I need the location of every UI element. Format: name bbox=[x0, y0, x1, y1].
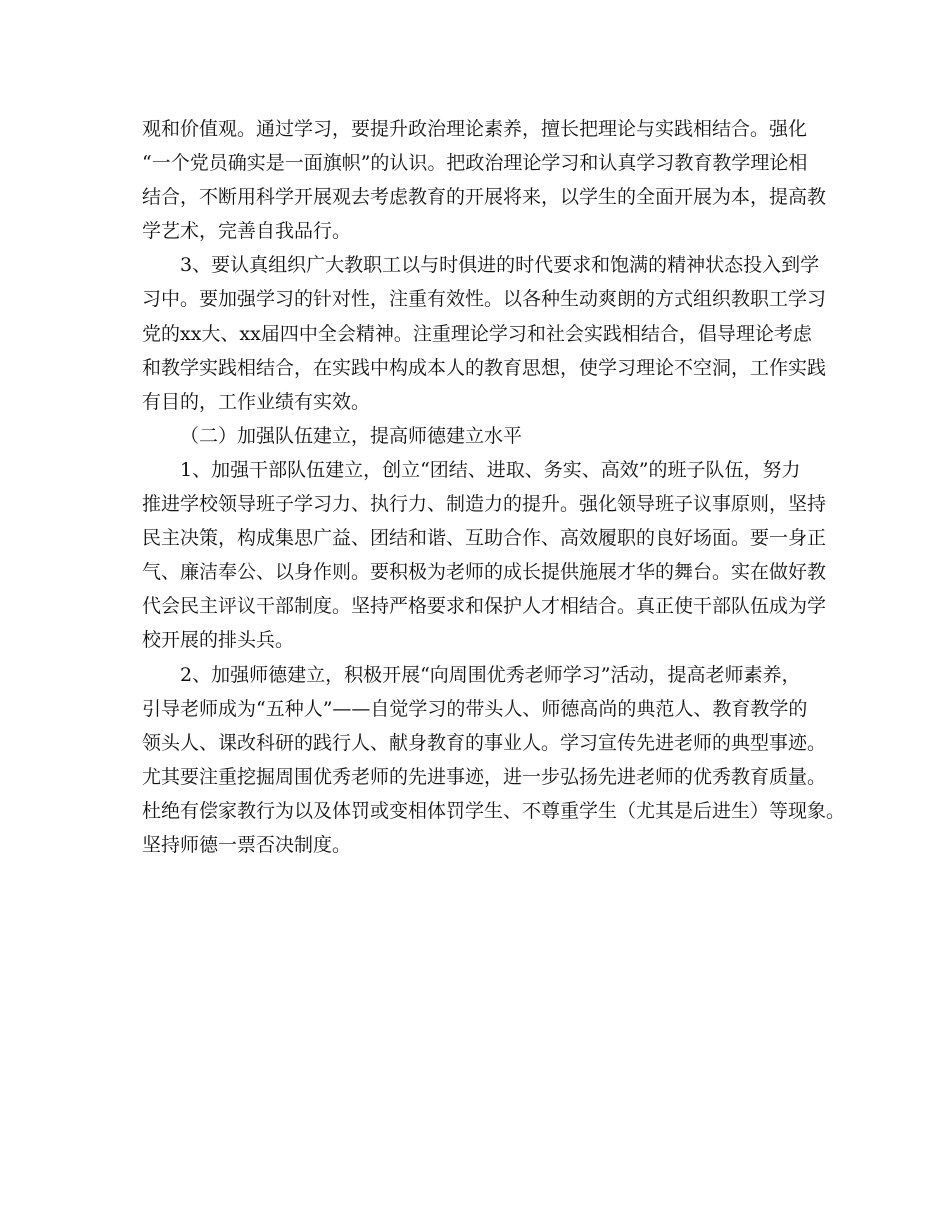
text-line: 代会民主评议干部制度。坚持严格要求和保护人才相结合。真正使干部队伍成为学 bbox=[142, 595, 827, 618]
text-line: 杜绝有偿家教行为以及体罚或变相体罚学生、不尊重学生（尤其是后进生）等现象。 bbox=[142, 799, 846, 822]
paragraph-start-line: 3、要认真组织广大教职工以与时俱进的时代要求和饱满的精神状态投入到学 bbox=[180, 254, 820, 277]
text-line: 推进学校领导班子学习力、执行力、制造力的提升。强化领导班子议事原则，坚持 bbox=[142, 493, 827, 516]
text-line: 民主决策，构成集思广益、团结和谐、互助合作、高效履职的良好场面。要一身正 bbox=[142, 527, 827, 550]
document-body bbox=[142, 112, 846, 862]
paragraph-start-line: 1、加强干部队伍建立，创立“团结、进取、务实、高效”的班子队伍，努力 bbox=[180, 458, 801, 481]
text-line: 尤其要注重挖掘周围优秀老师的先进事迹，进一步弘扬先进老师的优秀教育质量。 bbox=[142, 765, 827, 788]
text-line: 结合，不断用科学开展观去考虑教育的开展将来，以学生的全面开展为本，提高教 bbox=[142, 186, 827, 209]
text-line: 气、廉洁奉公、以身作则。要积极为老师的成长提供施展才华的舞台。实在做好教 bbox=[142, 561, 827, 584]
section-heading: （二）加强队伍建立，提高师德建立水平 bbox=[180, 424, 523, 447]
text-line: 观和价值观。通过学习，要提升政治理论素养，擅长把理论与实践相结合。强化 bbox=[142, 118, 808, 140]
text-line: 有目的，工作业绩有实效。 bbox=[142, 390, 371, 413]
text-line: 引导老师成为“五种人”——自觉学习的带头人、师德高尚的典范人、教育教学的 bbox=[142, 697, 808, 720]
text-line: 习中。要加强学习的针对性，注重有效性。以各种生动爽朗的方式组织教职工学习 bbox=[142, 288, 827, 311]
text-line: “一个党员确实是一面旗帜”的认识。把政治理论学习和认真学习教育教学理论相 bbox=[142, 152, 808, 175]
text-line: 学艺术，完善自我品行。 bbox=[142, 220, 352, 243]
text-line: 领头人、课改科研的践行人、献身教育的事业人。学习宣传先进老师的典型事迹。 bbox=[142, 731, 827, 754]
text-line: 坚持师德一票否决制度。 bbox=[142, 833, 352, 856]
text-line: 党的xx大、xx届四中全会精神。注重理论学习和社会实践相结合，倡导理论考虑 bbox=[142, 322, 812, 345]
text-line: 和教学实践相结合，在实践中构成本人的教育思想，使学习理论不空洞，工作实践 bbox=[142, 356, 827, 379]
text-line: 校开展的排头兵。 bbox=[142, 629, 295, 652]
paragraph-start-line: 2、加强师德建立，积极开展“向周围优秀老师学习”活动，提高老师素养， bbox=[180, 663, 801, 686]
